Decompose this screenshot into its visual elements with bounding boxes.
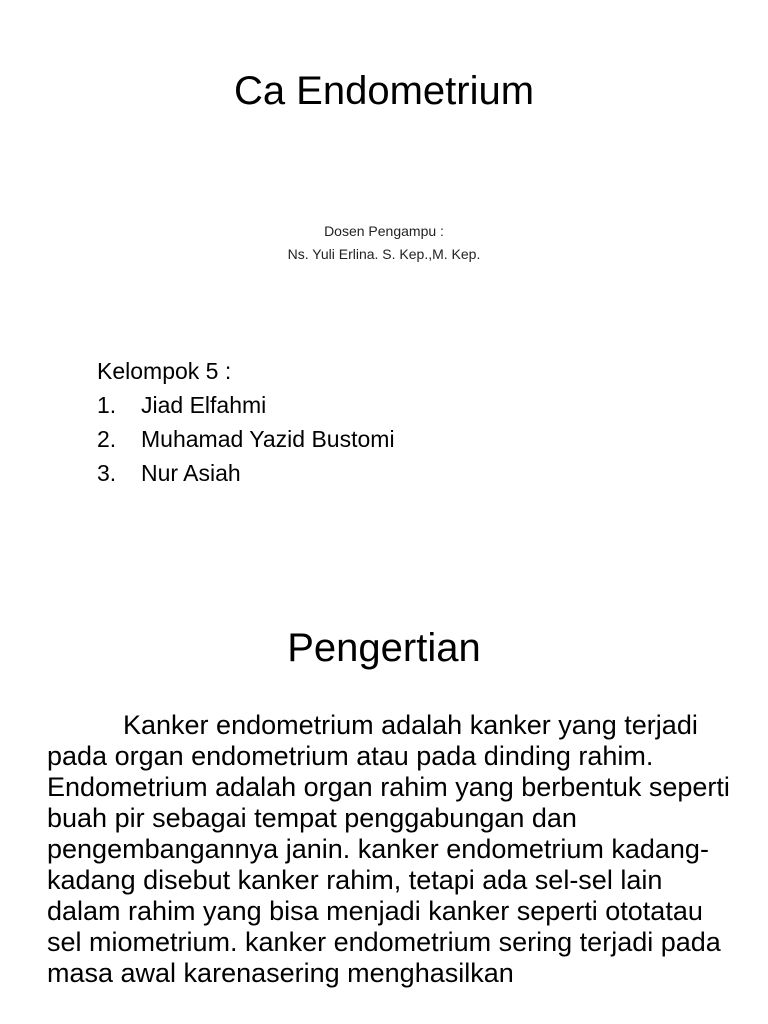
list-item [97,422,395,456]
member-number: 1. [97,392,117,418]
member-name: Jiad Elfahmi [141,392,267,418]
section-title: Pengertian [287,626,481,670]
lecturer-block [0,220,768,266]
member-number: 2. [97,426,117,452]
definition-paragraph: Kanker endometrium adalah kanker yang terjadi pada organ endometrium atau pada dinding rahim. Endometrium adalah organ rahim yang berbentuk seperti buah pir sebagai tempat penggabungan dan pengembangannya janin. kanker endometrium kadang-kadang disebut kanker rahim, tetapi ada sel-sel lain dalam rahim yang bisa menjadi kanker seperti ototatau sel miometrium. kanker endometrium sering terjadi pada masa awal karenasering menghasilkan [47,710,730,988]
member-list [97,388,395,490]
list-item [97,388,395,422]
lecturer-name: Ns. Yuli Erlina. S. Kep.,M. Kep. [287,246,481,262]
group-heading: Kelompok 5 : [97,358,232,384]
member-name: Nur Asiah [141,460,241,486]
presentation-title: Ca Endometrium [233,69,535,113]
group-block [97,354,395,490]
lecturer-label: Dosen Pengampu : [324,223,444,239]
member-name: Muhamad Yazid Bustomi [141,426,395,452]
list-item [97,456,395,490]
slide-definition [0,592,768,1024]
member-number: 3. [97,460,117,486]
